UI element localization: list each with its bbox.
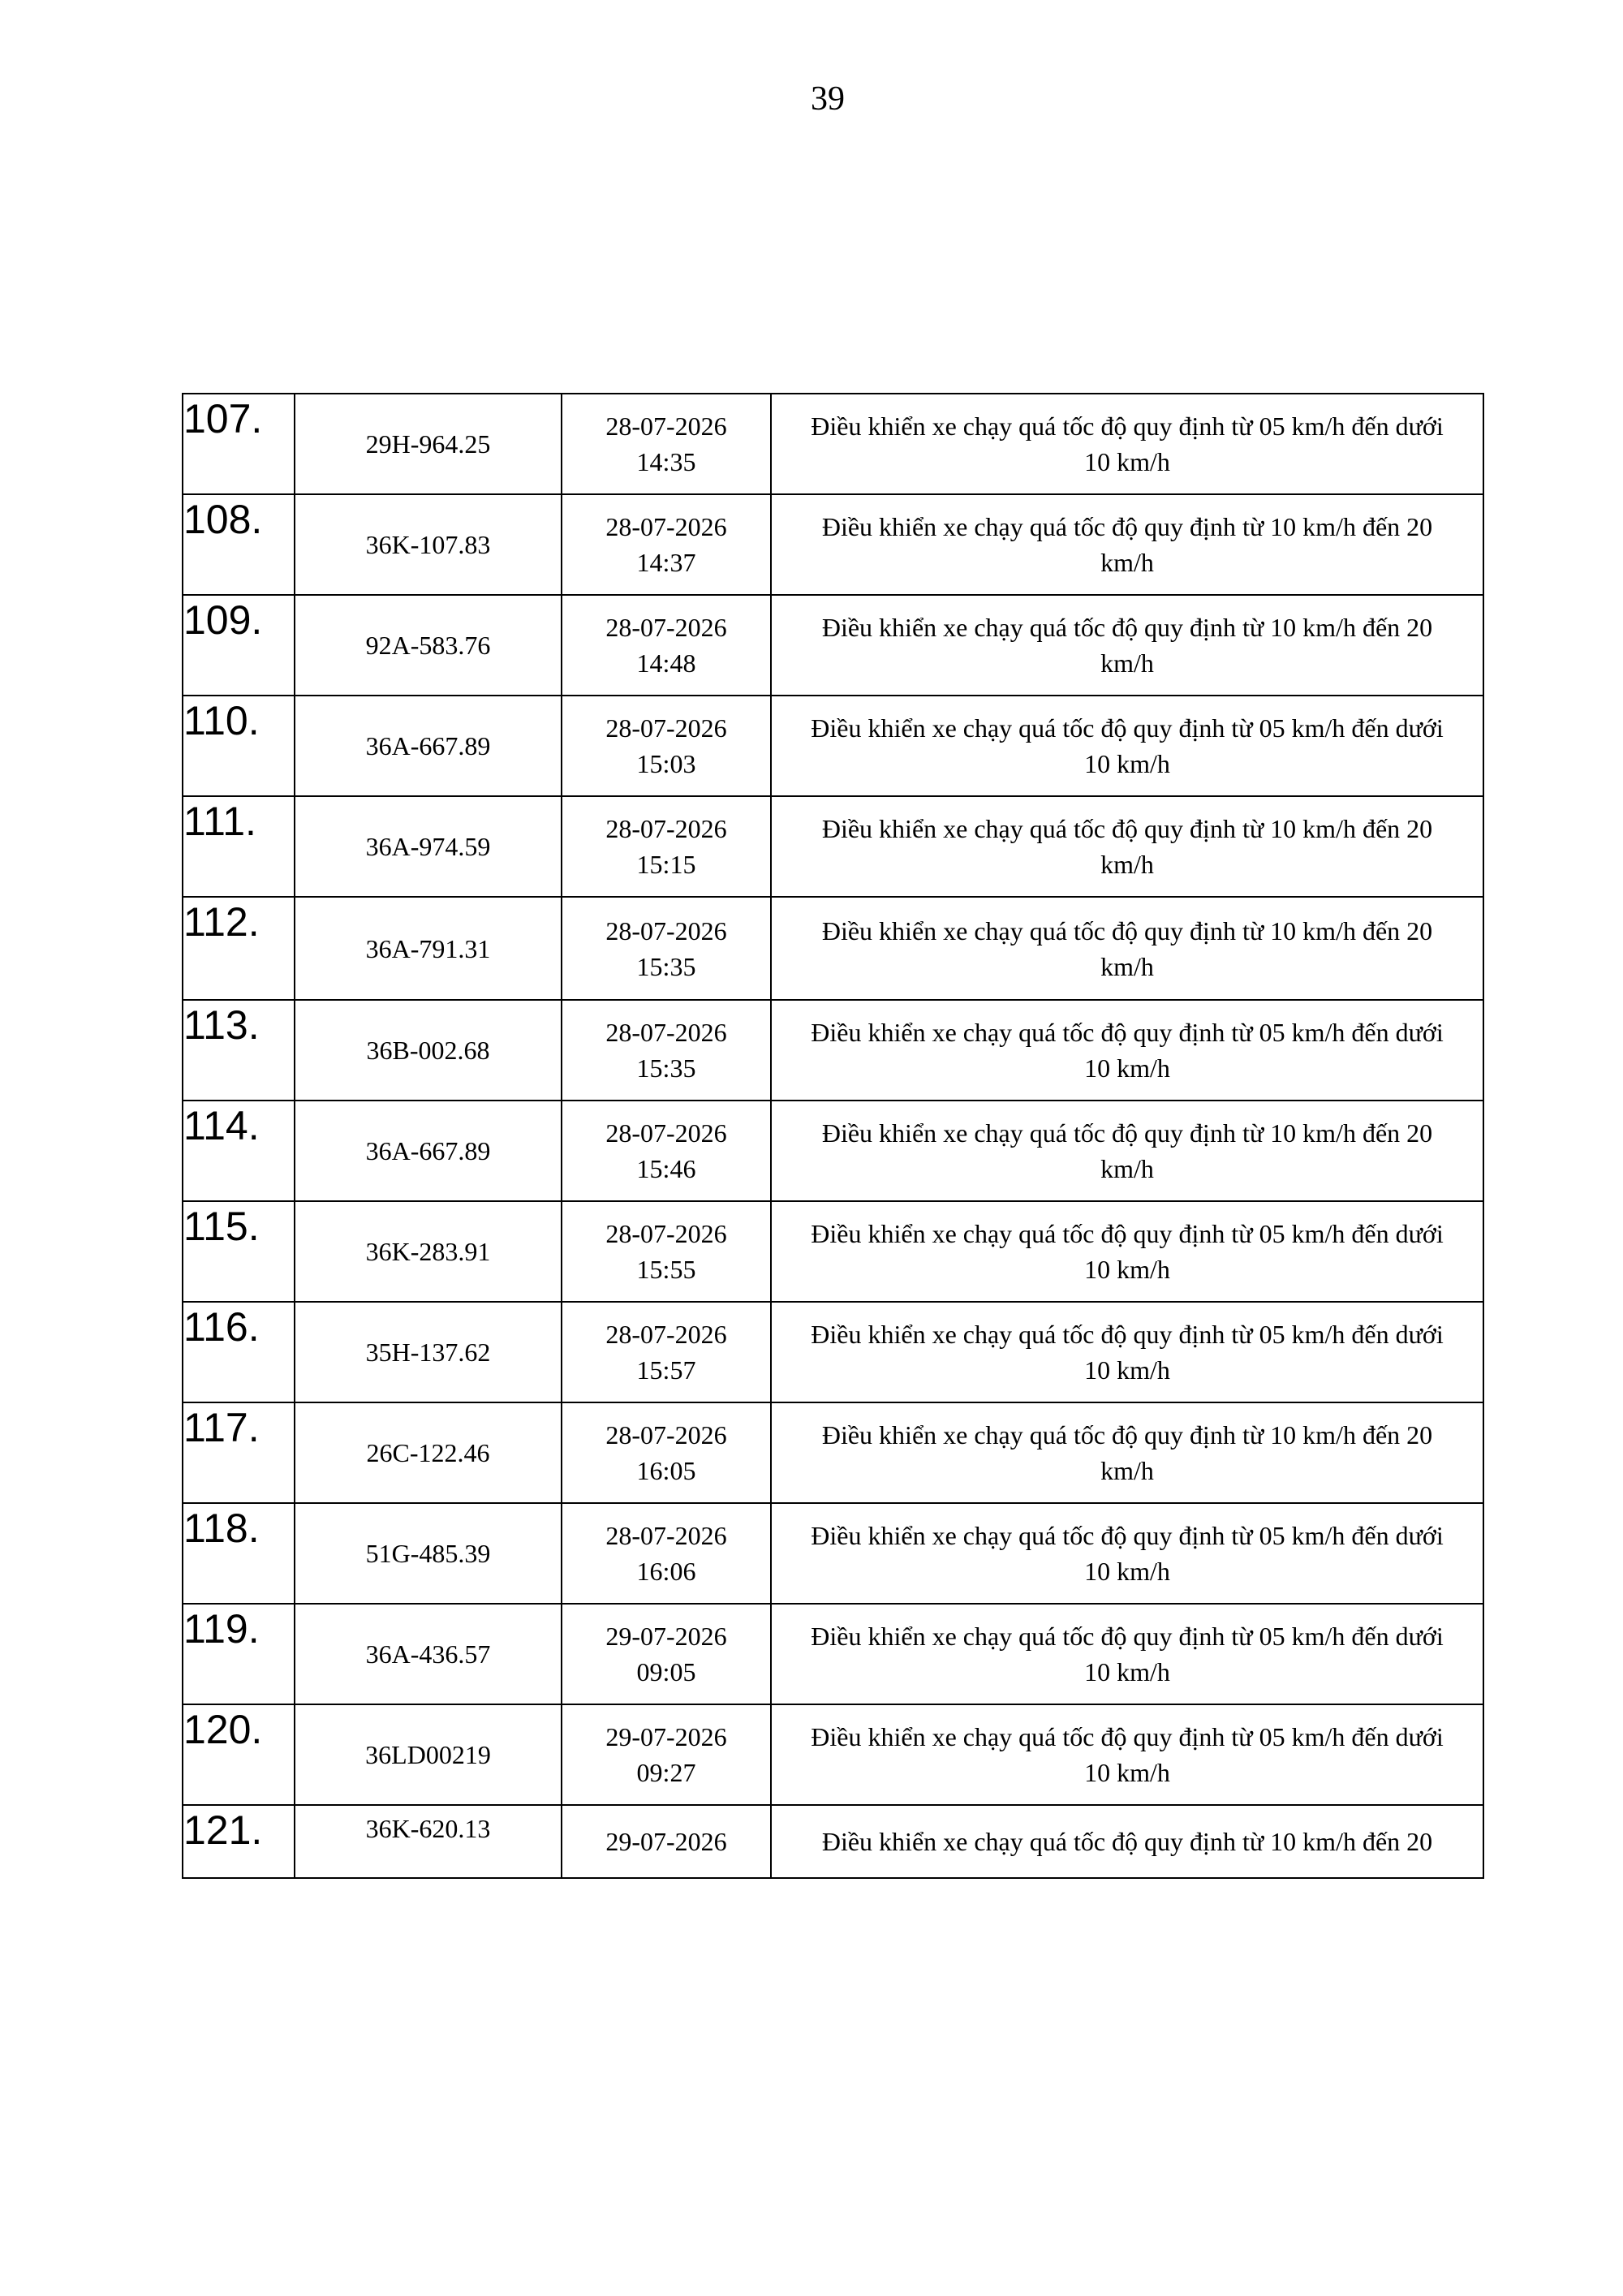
violation-date: 28-07-2026 xyxy=(605,713,727,743)
description-line: 10 km/h xyxy=(1084,1657,1170,1686)
description-line: km/h xyxy=(1100,1154,1154,1183)
license-plate: 51G-485.39 xyxy=(295,1503,562,1604)
license-plate: 36K-107.83 xyxy=(295,494,562,595)
description-line: Điều khiển xe chạy quá tốc độ quy định từ 05 km/h đến dưới xyxy=(811,713,1444,743)
violation-time: 14:37 xyxy=(636,548,696,577)
description-line: 10 km/h xyxy=(1084,749,1170,778)
violation-description xyxy=(771,897,1483,1000)
description-line: 10 km/h xyxy=(1084,1557,1170,1586)
violation-date: 29-07-2026 xyxy=(605,1722,727,1751)
description-line: 10 km/h xyxy=(1084,447,1170,476)
violation-description xyxy=(771,1704,1483,1805)
violation-description xyxy=(771,1101,1483,1201)
violation-date: 28-07-2026 xyxy=(605,915,727,946)
violation-datetime xyxy=(562,1805,771,1878)
row-index: 116. xyxy=(183,1302,295,1402)
row-index: 111. xyxy=(183,796,295,897)
violation-datetime xyxy=(562,494,771,595)
violation-time: 15:55 xyxy=(636,1255,696,1284)
violation-description xyxy=(771,1604,1483,1704)
table-row xyxy=(183,897,1483,1000)
violation-datetime xyxy=(562,696,771,796)
violation-date: 28-07-2026 xyxy=(605,613,727,642)
row-index: 110. xyxy=(183,696,295,796)
description-line: km/h xyxy=(1100,648,1154,678)
violation-description xyxy=(771,1000,1483,1101)
violations-table xyxy=(182,393,1484,1879)
description-line: Điều khiển xe chạy quá tốc độ quy định từ 10 km/h đến 20 xyxy=(821,512,1433,541)
license-plate: 36A-667.89 xyxy=(295,1101,562,1201)
license-plate: 36A-974.59 xyxy=(295,796,562,897)
license-plate: 36K-620.13 xyxy=(295,1805,562,1878)
violation-time: 15:15 xyxy=(636,850,696,879)
license-plate: 36K-283.91 xyxy=(295,1201,562,1302)
row-index: 115. xyxy=(183,1201,295,1302)
table-row xyxy=(183,1302,1483,1402)
violation-description xyxy=(771,696,1483,796)
violation-date: 28-07-2026 xyxy=(605,1018,727,1047)
row-index: 117. xyxy=(183,1402,295,1503)
violation-time: 16:05 xyxy=(636,1456,696,1485)
violation-description xyxy=(771,1402,1483,1503)
table-row xyxy=(183,1704,1483,1805)
license-plate: 36B-002.68 xyxy=(295,1000,562,1101)
violation-date: 29-07-2026 xyxy=(605,1827,727,1856)
license-plate: 29H-964.25 xyxy=(295,394,562,494)
table-row xyxy=(183,796,1483,897)
violation-description xyxy=(771,394,1483,494)
description-line: Điều khiển xe chạy quá tốc độ quy định từ 10 km/h đến 20 xyxy=(821,1827,1433,1856)
description-line: 10 km/h xyxy=(1084,1053,1170,1083)
description-line: km/h xyxy=(1100,951,1154,981)
license-plate: 26C-122.46 xyxy=(295,1402,562,1503)
row-index: 121. xyxy=(183,1805,295,1878)
violation-datetime xyxy=(562,897,771,1000)
description-line: Điều khiển xe chạy quá tốc độ quy định từ 10 km/h đến 20 xyxy=(821,1420,1433,1450)
table-row xyxy=(183,1402,1483,1503)
description-line: Điều khiển xe chạy quá tốc độ quy định từ 10 km/h đến 20 xyxy=(821,915,1433,946)
violation-time: 15:57 xyxy=(636,1355,696,1385)
description-line: Điều khiển xe chạy quá tốc độ quy định từ 05 km/h đến dưới xyxy=(811,1018,1444,1047)
table-row xyxy=(183,1805,1483,1878)
violation-time: 15:46 xyxy=(636,1154,696,1183)
description-line: km/h xyxy=(1100,1456,1154,1485)
row-index: 114. xyxy=(183,1101,295,1201)
description-line: Điều khiển xe chạy quá tốc độ quy định từ 05 km/h đến dưới xyxy=(811,1219,1444,1248)
description-line: Điều khiển xe chạy quá tốc độ quy định từ 10 km/h đến 20 xyxy=(821,613,1433,642)
violation-time: 14:48 xyxy=(636,648,696,678)
violation-date: 28-07-2026 xyxy=(605,1320,727,1349)
row-index: 112. xyxy=(183,897,295,1000)
description-line: Điều khiển xe chạy quá tốc độ quy định từ 05 km/h đến dưới xyxy=(811,1320,1444,1349)
license-plate: 36LD00219 xyxy=(295,1704,562,1805)
violation-datetime xyxy=(562,1201,771,1302)
violation-description xyxy=(771,1805,1483,1878)
description-line: 10 km/h xyxy=(1084,1255,1170,1284)
violation-time: 09:27 xyxy=(636,1758,696,1787)
violation-description xyxy=(771,796,1483,897)
license-plate: 36A-436.57 xyxy=(295,1604,562,1704)
table-row xyxy=(183,1604,1483,1704)
violation-date: 28-07-2026 xyxy=(605,1521,727,1550)
table-row xyxy=(183,1201,1483,1302)
violation-time: 15:03 xyxy=(636,749,696,778)
description-line: Điều khiển xe chạy quá tốc độ quy định từ 10 km/h đến 20 xyxy=(821,814,1433,843)
violation-description xyxy=(771,595,1483,696)
violation-time: 14:35 xyxy=(636,447,696,476)
violation-date: 28-07-2026 xyxy=(605,1118,727,1148)
violation-description xyxy=(771,1503,1483,1604)
violation-date: 28-07-2026 xyxy=(605,512,727,541)
violation-time: 15:35 xyxy=(636,1053,696,1083)
row-index: 109. xyxy=(183,595,295,696)
table-row xyxy=(183,595,1483,696)
description-line: Điều khiển xe chạy quá tốc độ quy định từ 05 km/h đến dưới xyxy=(811,411,1444,441)
row-index: 119. xyxy=(183,1604,295,1704)
description-line: 10 km/h xyxy=(1084,1355,1170,1385)
license-plate: 92A-583.76 xyxy=(295,595,562,696)
table-row xyxy=(183,494,1483,595)
description-line: Điều khiển xe chạy quá tốc độ quy định từ 05 km/h đến dưới xyxy=(811,1722,1444,1751)
violation-datetime xyxy=(562,1402,771,1503)
description-line: Điều khiển xe chạy quá tốc độ quy định từ 05 km/h đến dưới xyxy=(811,1521,1444,1550)
violation-description xyxy=(771,494,1483,595)
row-index: 120. xyxy=(183,1704,295,1805)
violation-datetime xyxy=(562,1604,771,1704)
license-plate: 35H-137.62 xyxy=(295,1302,562,1402)
violation-description xyxy=(771,1302,1483,1402)
table-row xyxy=(183,696,1483,796)
violation-date: 28-07-2026 xyxy=(605,1219,727,1248)
violation-time: 09:05 xyxy=(636,1657,696,1686)
description-line: km/h xyxy=(1100,850,1154,879)
table-row xyxy=(183,1503,1483,1604)
violation-date: 28-07-2026 xyxy=(605,411,727,441)
description-line: 10 km/h xyxy=(1084,1758,1170,1787)
license-plate: 36A-667.89 xyxy=(295,696,562,796)
table-row xyxy=(183,394,1483,494)
license-plate: 36A-791.31 xyxy=(295,897,562,1000)
violation-datetime xyxy=(562,1101,771,1201)
violation-date: 28-07-2026 xyxy=(605,814,727,843)
violation-date: 28-07-2026 xyxy=(605,1420,727,1450)
violation-description xyxy=(771,1201,1483,1302)
row-index: 113. xyxy=(183,1000,295,1101)
row-index: 108. xyxy=(183,494,295,595)
row-index: 107. xyxy=(183,394,295,494)
violation-datetime xyxy=(562,595,771,696)
description-line: Điều khiển xe chạy quá tốc độ quy định từ 05 km/h đến dưới xyxy=(811,1622,1444,1651)
table-row xyxy=(183,1000,1483,1101)
violation-datetime xyxy=(562,394,771,494)
violation-datetime xyxy=(562,1000,771,1101)
violation-date: 29-07-2026 xyxy=(605,1622,727,1651)
violation-datetime xyxy=(562,1704,771,1805)
page-number: 39 xyxy=(811,80,845,118)
description-line: Điều khiển xe chạy quá tốc độ quy định từ 10 km/h đến 20 xyxy=(821,1118,1433,1148)
violation-datetime xyxy=(562,796,771,897)
row-index: 118. xyxy=(183,1503,295,1604)
violation-time: 15:35 xyxy=(636,951,696,981)
violation-datetime xyxy=(562,1503,771,1604)
description-line: km/h xyxy=(1100,548,1154,577)
violation-datetime xyxy=(562,1302,771,1402)
table-row xyxy=(183,1101,1483,1201)
violation-time: 16:06 xyxy=(636,1557,696,1586)
